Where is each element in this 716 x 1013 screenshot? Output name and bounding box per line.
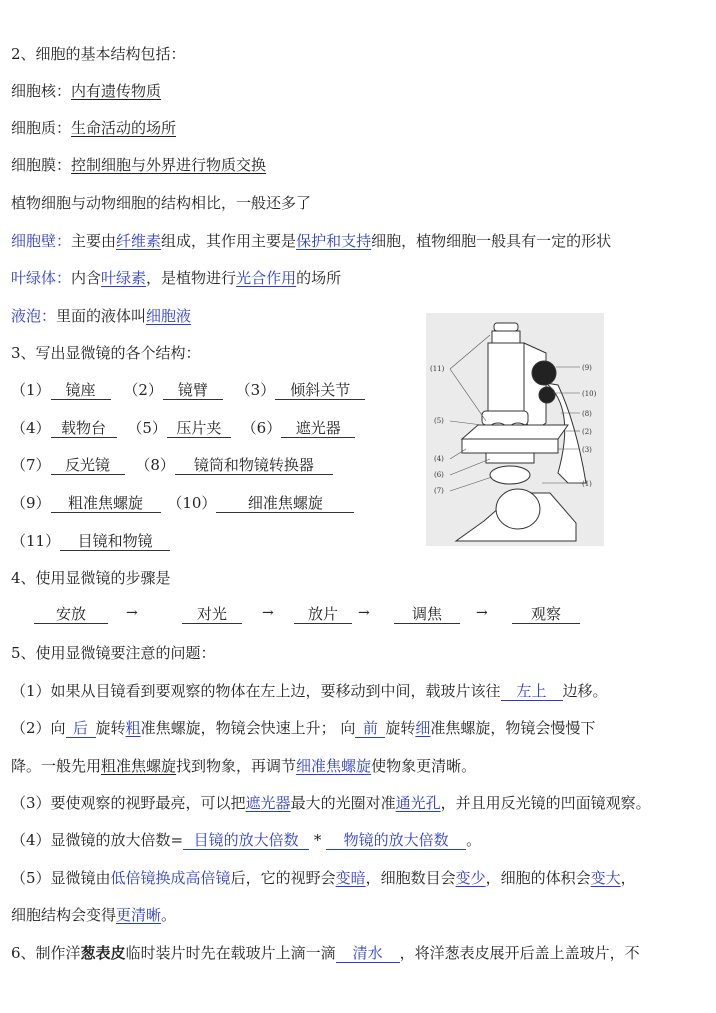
q4-heading: 4、使用显微镜的步骤是 bbox=[11, 569, 171, 587]
q6-answer: 清水 bbox=[336, 944, 400, 963]
q5-p5b: 细胞结构会变得更清晰。 bbox=[11, 906, 177, 924]
structure-3: 倾斜关节 bbox=[275, 381, 365, 400]
structure-6: 遮光器 bbox=[281, 419, 355, 438]
chloroplast-answer-1: 叶绿素 bbox=[101, 269, 147, 287]
figure-label-1: (1) bbox=[582, 480, 592, 488]
q2-wall-line: 细胞壁：主要由纤维素组成，其作用主要是保护和支持细胞，植物细胞一般具有一定的形状 bbox=[11, 232, 612, 250]
step-1: 安放 bbox=[34, 605, 108, 624]
q2-nucleus-line: 细胞核：内有遗传物质 bbox=[11, 82, 162, 100]
figure-label-7: (7) bbox=[434, 487, 444, 495]
step-4: 调焦 bbox=[394, 605, 460, 624]
cytoplasm-answer: 生命活动的场所 bbox=[71, 119, 177, 137]
q2-vacuole-line: 液泡：里面的液体叫细胞液 bbox=[11, 307, 192, 325]
q5-heading: 5、使用显微镜要注意的问题： bbox=[11, 644, 216, 662]
p1-answer: 左上 bbox=[501, 682, 563, 701]
q3-row-1: （1） 镜座 （2） 镜臂 （3） 倾斜关节 bbox=[11, 380, 365, 400]
q2-cytoplasm-line: 细胞质：生命活动的场所 bbox=[11, 119, 177, 137]
figure-label-10: (10) bbox=[582, 390, 597, 398]
chloroplast-answer-2: 光合作用 bbox=[236, 269, 297, 287]
q5-p5: （5）显微镜由低倍镜换成高倍镜后，它的视野会变暗，细胞数目会变少，细胞的体积会变大， bbox=[11, 869, 636, 887]
arrow-icon: → bbox=[126, 605, 138, 621]
q3-row-3: （7） 反光镜 （8） 镜筒和物镜转换器 bbox=[11, 455, 333, 475]
structure-4: 载物台 bbox=[51, 419, 117, 438]
wall-answer-2: 保护和支持 bbox=[296, 232, 372, 250]
step-5: 观察 bbox=[512, 605, 580, 624]
membrane-answer: 控制细胞与外界进行物质交换 bbox=[71, 156, 267, 174]
figure-label-6: (6) bbox=[434, 471, 444, 479]
structure-9: 粗准焦螺旋 bbox=[51, 494, 161, 513]
q3-row-5: （11） 目镜和物镜 bbox=[11, 531, 170, 551]
figure-label-5: (5) bbox=[434, 417, 444, 425]
q5-p2: （2）向 后 旋转粗准焦螺旋，物镜会快速上升； 向 前 旋转细准焦螺旋，物镜会慢慢下 bbox=[11, 719, 596, 737]
figure-label-8: (8) bbox=[582, 410, 592, 418]
q3-heading: 3、写出显微镜的各个结构： bbox=[11, 344, 201, 362]
q6-line: 6、制作洋葱表皮临时装片时先在载玻片上滴一滴 清水 ，将洋葱表皮展开后盖上盖玻片，不 bbox=[11, 944, 640, 962]
figure-label-9: (9) bbox=[582, 364, 592, 372]
q5-p3: （3）要使观察的视野最亮，可以把遮光器最大的光圈对准通光孔，并且用反光镜的凹面镜观察。 bbox=[11, 794, 651, 812]
figure-label-3: (3) bbox=[582, 446, 592, 454]
microscope-drawing bbox=[426, 313, 604, 546]
structure-7: 反光镜 bbox=[51, 456, 125, 475]
q5-p4: （4）显微镜的放大倍数= 目镜的放大倍数 * 物镜的放大倍数 。 bbox=[11, 831, 482, 849]
figure-label-11: (11) bbox=[430, 365, 445, 373]
structure-8: 镜筒和物镜转换器 bbox=[175, 456, 333, 475]
nucleus-answer: 内有遗传物质 bbox=[71, 82, 162, 100]
structure-1: 镜座 bbox=[51, 381, 111, 400]
q2-compare: 植物细胞与动物细胞的结构相比，一般还多了 bbox=[11, 194, 312, 212]
arrow-icon: → bbox=[476, 605, 488, 621]
q5-p1: （1）如果从目镜看到要观察的物体在左上边，要移动到中间，载玻片该往 左上 边移。 bbox=[11, 682, 608, 700]
q3-row-4: （9） 粗准焦螺旋 （10） 细准焦螺旋 bbox=[11, 493, 354, 513]
figure-label-4: (4) bbox=[434, 455, 444, 463]
structure-2: 镜臂 bbox=[163, 381, 223, 400]
q2-chloroplast-line: 叶绿体：内含叶绿素，是植物进行光合作用的场所 bbox=[11, 269, 342, 287]
q3-row-2: （4） 载物台 （5） 压片夹 （6） 遮光器 bbox=[11, 418, 355, 438]
figure-label-2: (2) bbox=[582, 428, 592, 436]
vacuole-answer: 细胞液 bbox=[146, 307, 192, 325]
wall-answer-1: 纤维素 bbox=[116, 232, 162, 250]
microscope-figure bbox=[426, 313, 604, 546]
structure-11: 目镜和物镜 bbox=[60, 532, 170, 551]
q2-heading: 2、细胞的基本结构包括： bbox=[11, 45, 186, 63]
q5-p2b: 降。一般先用粗准焦螺旋找到物象，再调节细准焦螺旋使物象更清晰。 bbox=[11, 757, 477, 775]
step-2: 对光 bbox=[182, 605, 242, 624]
q2-membrane-line: 细胞膜：控制细胞与外界进行物质交换 bbox=[11, 156, 267, 174]
step-3: 放片 bbox=[294, 605, 352, 624]
structure-5: 压片夹 bbox=[167, 419, 231, 438]
arrow-icon: → bbox=[358, 605, 370, 621]
structure-10: 细准焦螺旋 bbox=[216, 494, 354, 513]
arrow-icon: → bbox=[262, 605, 274, 621]
